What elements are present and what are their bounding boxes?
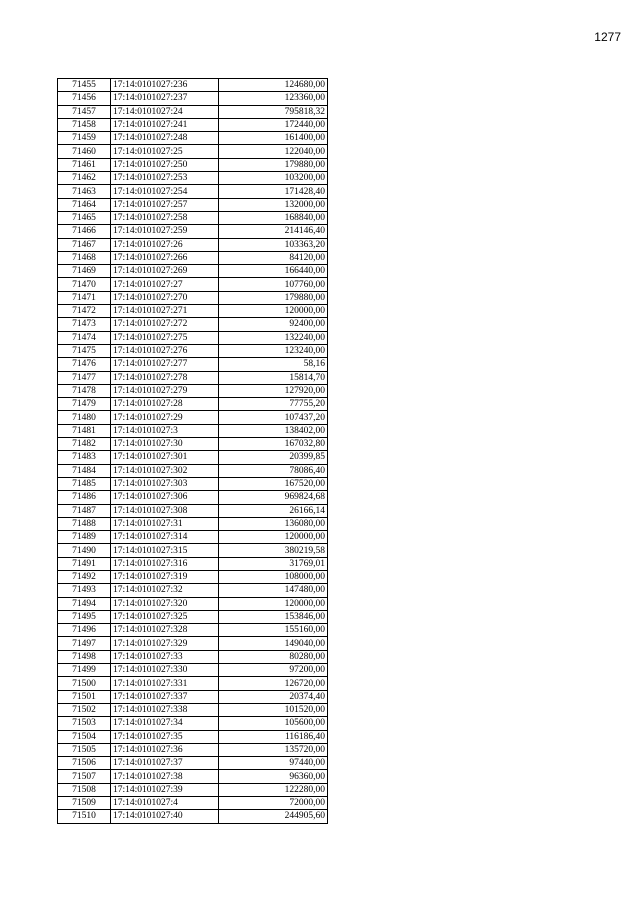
cadastral-value-cell: 92400,00 xyxy=(219,318,328,331)
cadastral-number-cell: 17:14:0101027:253 xyxy=(111,172,219,185)
cadastral-number-cell: 17:14:0101027:319 xyxy=(111,570,219,583)
cadastral-number-cell: 17:14:0101027:4 xyxy=(111,797,219,810)
table-row xyxy=(58,677,328,690)
cadastral-value-cell: 103200,00 xyxy=(219,172,328,185)
cadastral-value-cell: 214146,40 xyxy=(219,225,328,238)
cadastral-number-cell: 17:14:0101027:38 xyxy=(111,770,219,783)
cadastral-number-cell: 17:14:0101027:331 xyxy=(111,677,219,690)
cadastral-number-cell: 17:14:0101027:303 xyxy=(111,477,219,490)
table-row xyxy=(58,358,328,371)
cadastral-value-cell: 149040,00 xyxy=(219,637,328,650)
cadastral-number-cell: 17:14:0101027:259 xyxy=(111,225,219,238)
table-row xyxy=(58,318,328,331)
table-row xyxy=(58,717,328,730)
row-number-cell: 71466 xyxy=(58,225,111,238)
row-number-cell: 71502 xyxy=(58,703,111,716)
table-row xyxy=(58,477,328,490)
cadastral-value-cell: 20399,85 xyxy=(219,451,328,464)
cadastral-number-cell: 17:14:0101027:266 xyxy=(111,251,219,264)
table-row xyxy=(58,371,328,384)
table-row xyxy=(58,730,328,743)
cadastral-number-cell: 17:14:0101027:316 xyxy=(111,557,219,570)
cadastral-number-cell: 17:14:0101027:241 xyxy=(111,118,219,131)
row-number-cell: 71510 xyxy=(58,810,111,823)
row-number-cell: 71465 xyxy=(58,211,111,224)
cadastral-number-cell: 17:14:0101027:237 xyxy=(111,92,219,105)
row-number-cell: 71494 xyxy=(58,597,111,610)
cadastral-number-cell: 17:14:0101027:254 xyxy=(111,185,219,198)
table-row xyxy=(58,570,328,583)
cadastral-number-cell: 17:14:0101027:3 xyxy=(111,424,219,437)
cadastral-number-cell: 17:14:0101027:270 xyxy=(111,291,219,304)
table-row xyxy=(58,411,328,424)
table-row xyxy=(58,291,328,304)
cadastral-number-cell: 17:14:0101027:279 xyxy=(111,384,219,397)
table-row xyxy=(58,451,328,464)
table-row xyxy=(58,770,328,783)
cadastral-value-cell: 124680,00 xyxy=(219,79,328,92)
cadastral-value-cell: 120000,00 xyxy=(219,597,328,610)
cadastral-number-cell: 17:14:0101027:34 xyxy=(111,717,219,730)
cadastral-value-cell: 166440,00 xyxy=(219,265,328,278)
cadastral-number-cell: 17:14:0101027:33 xyxy=(111,650,219,663)
table-row xyxy=(58,597,328,610)
row-number-cell: 71477 xyxy=(58,371,111,384)
row-number-cell: 71488 xyxy=(58,517,111,530)
cadastral-value-cell: 80280,00 xyxy=(219,650,328,663)
table-row xyxy=(58,92,328,105)
row-number-cell: 71458 xyxy=(58,118,111,131)
cadastral-number-cell: 17:14:0101027:325 xyxy=(111,610,219,623)
cadastral-value-cell: 244905,60 xyxy=(219,810,328,823)
cadastral-value-cell: 72000,00 xyxy=(219,797,328,810)
row-number-cell: 71463 xyxy=(58,185,111,198)
cadastral-number-cell: 17:14:0101027:275 xyxy=(111,331,219,344)
cadastral-value-cell: 107437,20 xyxy=(219,411,328,424)
row-number-cell: 71501 xyxy=(58,690,111,703)
cadastral-value-cell: 120000,00 xyxy=(219,531,328,544)
cadastral-number-cell: 17:14:0101027:306 xyxy=(111,491,219,504)
cadastral-value-cell: 132000,00 xyxy=(219,198,328,211)
table-row xyxy=(58,79,328,92)
table-row xyxy=(58,690,328,703)
row-number-cell: 71508 xyxy=(58,783,111,796)
row-number-cell: 71476 xyxy=(58,358,111,371)
row-number-cell: 71489 xyxy=(58,531,111,544)
table-row xyxy=(58,531,328,544)
cadastral-number-cell: 17:14:0101027:258 xyxy=(111,211,219,224)
table-row xyxy=(58,105,328,118)
table-row xyxy=(58,145,328,158)
cadastral-value-cell: 380219,58 xyxy=(219,544,328,557)
cadastral-number-cell: 17:14:0101027:320 xyxy=(111,597,219,610)
table-row xyxy=(58,238,328,251)
cadastral-value-cell: 103363,20 xyxy=(219,238,328,251)
table-row xyxy=(58,424,328,437)
cadastral-number-cell: 17:14:0101027:269 xyxy=(111,265,219,278)
row-number-cell: 71471 xyxy=(58,291,111,304)
row-number-cell: 71509 xyxy=(58,797,111,810)
table-row xyxy=(58,664,328,677)
table-row xyxy=(58,278,328,291)
cadastral-value-cell: 171428,40 xyxy=(219,185,328,198)
table-row xyxy=(58,491,328,504)
row-number-cell: 71495 xyxy=(58,610,111,623)
row-number-cell: 71504 xyxy=(58,730,111,743)
cadastral-number-cell: 17:14:0101027:278 xyxy=(111,371,219,384)
row-number-cell: 71480 xyxy=(58,411,111,424)
row-number-cell: 71486 xyxy=(58,491,111,504)
cadastral-value-cell: 161400,00 xyxy=(219,132,328,145)
table-row xyxy=(58,517,328,530)
row-number-cell: 71479 xyxy=(58,398,111,411)
cadastral-value-cell: 969824,68 xyxy=(219,491,328,504)
table-row xyxy=(58,504,328,517)
cadastral-number-cell: 17:14:0101027:276 xyxy=(111,344,219,357)
table-row xyxy=(58,610,328,623)
cadastral-value-cell: 167520,00 xyxy=(219,477,328,490)
row-number-cell: 71481 xyxy=(58,424,111,437)
cadastral-value-cell: 147480,00 xyxy=(219,584,328,597)
cadastral-value-cell: 20374,40 xyxy=(219,690,328,703)
row-number-cell: 71462 xyxy=(58,172,111,185)
cadastral-value-table xyxy=(57,78,328,824)
row-number-cell: 71460 xyxy=(58,145,111,158)
table-row xyxy=(58,624,328,637)
table-row xyxy=(58,464,328,477)
cadastral-number-cell: 17:14:0101027:40 xyxy=(111,810,219,823)
cadastral-value-cell: 105600,00 xyxy=(219,717,328,730)
cadastral-number-cell: 17:14:0101027:24 xyxy=(111,105,219,118)
cadastral-value-cell: 108000,00 xyxy=(219,570,328,583)
cadastral-value-cell: 132240,00 xyxy=(219,331,328,344)
table-row xyxy=(58,132,328,145)
cadastral-value-cell: 96360,00 xyxy=(219,770,328,783)
cadastral-value-cell: 179880,00 xyxy=(219,291,328,304)
cadastral-number-cell: 17:14:0101027:337 xyxy=(111,690,219,703)
table-row xyxy=(58,703,328,716)
row-number-cell: 71459 xyxy=(58,132,111,145)
row-number-cell: 71507 xyxy=(58,770,111,783)
cadastral-number-cell: 17:14:0101027:26 xyxy=(111,238,219,251)
row-number-cell: 71497 xyxy=(58,637,111,650)
row-number-cell: 71468 xyxy=(58,251,111,264)
cadastral-number-cell: 17:14:0101027:308 xyxy=(111,504,219,517)
cadastral-value-cell: 127920,00 xyxy=(219,384,328,397)
cadastral-value-cell: 155160,00 xyxy=(219,624,328,637)
cadastral-number-cell: 17:14:0101027:28 xyxy=(111,398,219,411)
row-number-cell: 71490 xyxy=(58,544,111,557)
cadastral-number-cell: 17:14:0101027:35 xyxy=(111,730,219,743)
table-row xyxy=(58,118,328,131)
table-row xyxy=(58,158,328,171)
cadastral-value-cell: 122280,00 xyxy=(219,783,328,796)
table-row xyxy=(58,438,328,451)
cadastral-number-cell: 17:14:0101027:271 xyxy=(111,305,219,318)
table-row xyxy=(58,544,328,557)
row-number-cell: 71473 xyxy=(58,318,111,331)
cadastral-number-cell: 17:14:0101027:272 xyxy=(111,318,219,331)
cadastral-value-cell: 101520,00 xyxy=(219,703,328,716)
table-row xyxy=(58,211,328,224)
table-row xyxy=(58,650,328,663)
row-number-cell: 71475 xyxy=(58,344,111,357)
cadastral-number-cell: 17:14:0101027:31 xyxy=(111,517,219,530)
cadastral-value-cell: 153846,00 xyxy=(219,610,328,623)
table-row xyxy=(58,783,328,796)
cadastral-number-cell: 17:14:0101027:328 xyxy=(111,624,219,637)
row-number-cell: 71485 xyxy=(58,477,111,490)
row-number-cell: 71456 xyxy=(58,92,111,105)
row-number-cell: 71470 xyxy=(58,278,111,291)
cadastral-value-cell: 795818,32 xyxy=(219,105,328,118)
cadastral-number-cell: 17:14:0101027:236 xyxy=(111,79,219,92)
table-body xyxy=(58,79,328,824)
table-row xyxy=(58,743,328,756)
cadastral-number-cell: 17:14:0101027:330 xyxy=(111,664,219,677)
cadastral-number-cell: 17:14:0101027:314 xyxy=(111,531,219,544)
row-number-cell: 71457 xyxy=(58,105,111,118)
cadastral-value-cell: 97440,00 xyxy=(219,757,328,770)
cadastral-number-cell: 17:14:0101027:39 xyxy=(111,783,219,796)
row-number-cell: 71498 xyxy=(58,650,111,663)
table-row xyxy=(58,305,328,318)
cadastral-number-cell: 17:14:0101027:277 xyxy=(111,358,219,371)
cadastral-value-cell: 15814,70 xyxy=(219,371,328,384)
row-number-cell: 71487 xyxy=(58,504,111,517)
cadastral-number-cell: 17:14:0101027:25 xyxy=(111,145,219,158)
cadastral-value-cell: 31769,01 xyxy=(219,557,328,570)
row-number-cell: 71500 xyxy=(58,677,111,690)
cadastral-number-cell: 17:14:0101027:37 xyxy=(111,757,219,770)
table-row xyxy=(58,198,328,211)
row-number-cell: 71492 xyxy=(58,570,111,583)
cadastral-value-cell: 107760,00 xyxy=(219,278,328,291)
cadastral-number-cell: 17:14:0101027:329 xyxy=(111,637,219,650)
cadastral-number-cell: 17:14:0101027:257 xyxy=(111,198,219,211)
row-number-cell: 71482 xyxy=(58,438,111,451)
table-row xyxy=(58,251,328,264)
row-number-cell: 71478 xyxy=(58,384,111,397)
cadastral-number-cell: 17:14:0101027:32 xyxy=(111,584,219,597)
row-number-cell: 71472 xyxy=(58,305,111,318)
cadastral-value-cell: 167032,80 xyxy=(219,438,328,451)
cadastral-value-cell: 138402,00 xyxy=(219,424,328,437)
row-number-cell: 71483 xyxy=(58,451,111,464)
cadastral-value-cell: 116186,40 xyxy=(219,730,328,743)
table-row xyxy=(58,265,328,278)
cadastral-value-cell: 135720,00 xyxy=(219,743,328,756)
row-number-cell: 71484 xyxy=(58,464,111,477)
table-row xyxy=(58,384,328,397)
table-row xyxy=(58,344,328,357)
table-row xyxy=(58,185,328,198)
cadastral-number-cell: 17:14:0101027:30 xyxy=(111,438,219,451)
table-row xyxy=(58,398,328,411)
cadastral-value-cell: 123240,00 xyxy=(219,344,328,357)
row-number-cell: 71491 xyxy=(58,557,111,570)
table-row xyxy=(58,810,328,823)
cadastral-number-cell: 17:14:0101027:302 xyxy=(111,464,219,477)
row-number-cell: 71506 xyxy=(58,757,111,770)
table-row xyxy=(58,797,328,810)
cadastral-number-cell: 17:14:0101027:301 xyxy=(111,451,219,464)
row-number-cell: 71493 xyxy=(58,584,111,597)
row-number-cell: 71499 xyxy=(58,664,111,677)
cadastral-value-cell: 122040,00 xyxy=(219,145,328,158)
cadastral-value-cell: 123360,00 xyxy=(219,92,328,105)
table-row xyxy=(58,172,328,185)
cadastral-value-cell: 78086,40 xyxy=(219,464,328,477)
cadastral-number-cell: 17:14:0101027:338 xyxy=(111,703,219,716)
table-row xyxy=(58,584,328,597)
cadastral-number-cell: 17:14:0101027:27 xyxy=(111,278,219,291)
row-number-cell: 71503 xyxy=(58,717,111,730)
cadastral-number-cell: 17:14:0101027:36 xyxy=(111,743,219,756)
cadastral-number-cell: 17:14:0101027:29 xyxy=(111,411,219,424)
cadastral-value-cell: 77755,20 xyxy=(219,398,328,411)
row-number-cell: 71464 xyxy=(58,198,111,211)
cadastral-value-cell: 26166,14 xyxy=(219,504,328,517)
row-number-cell: 71474 xyxy=(58,331,111,344)
cadastral-number-cell: 17:14:0101027:250 xyxy=(111,158,219,171)
row-number-cell: 71496 xyxy=(58,624,111,637)
cadastral-value-cell: 168840,00 xyxy=(219,211,328,224)
row-number-cell: 71467 xyxy=(58,238,111,251)
row-number-cell: 71505 xyxy=(58,743,111,756)
cadastral-value-cell: 97200,00 xyxy=(219,664,328,677)
row-number-cell: 71469 xyxy=(58,265,111,278)
cadastral-number-cell: 17:14:0101027:248 xyxy=(111,132,219,145)
table-row xyxy=(58,557,328,570)
cadastral-value-cell: 120000,00 xyxy=(219,305,328,318)
row-number-cell: 71461 xyxy=(58,158,111,171)
row-number-cell: 71455 xyxy=(58,79,111,92)
table-row xyxy=(58,757,328,770)
cadastral-value-cell: 136080,00 xyxy=(219,517,328,530)
cadastral-number-cell: 17:14:0101027:315 xyxy=(111,544,219,557)
table-row xyxy=(58,225,328,238)
cadastral-value-cell: 84120,00 xyxy=(219,251,328,264)
table-row xyxy=(58,331,328,344)
table-row xyxy=(58,637,328,650)
cadastral-value-cell: 58,16 xyxy=(219,358,328,371)
page-number: 1277 xyxy=(594,30,621,44)
cadastral-value-cell: 126720,00 xyxy=(219,677,328,690)
cadastral-value-cell: 179880,00 xyxy=(219,158,328,171)
cadastral-value-cell: 172440,00 xyxy=(219,118,328,131)
